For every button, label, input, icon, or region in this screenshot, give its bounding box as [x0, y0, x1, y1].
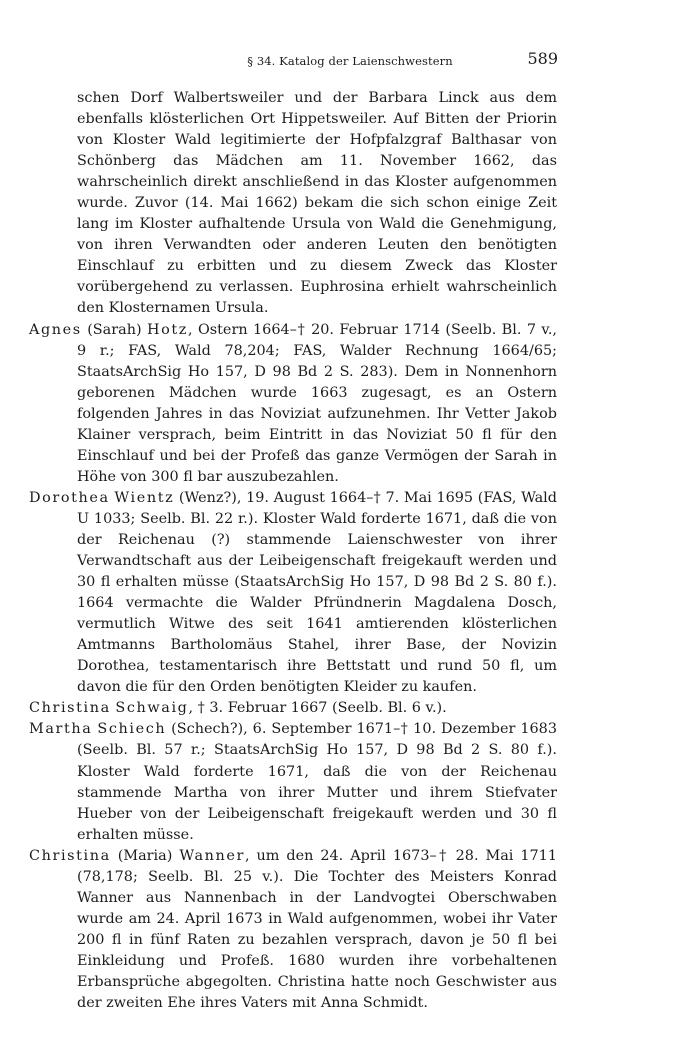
entry-text: (Wenz?), 19. August 1664–† 7. Mai 1695 (FAS, Wald U 1033; Seelb. Bl. 22 r.). Kloster Wald forderte 1671, daß die von der Reichenau (?) stammende Laienschwester von ihrer Verwandtschaft aus der Leibeigenschaft freigekauft werden und 30 fl erhalten müsse (StaatsArchSig Ho 157, D 98 Bd 2 S. 80 f.). 1664 vermachte die Walder Pfründnerin Magdalena Dosch, vermutlich Witwe des seit 1641 amtierenden klösterlichen Amtmanns Bartholomäus Stahel, ihrer Base, der Novizin Dorothea, testamentarisch ihre Bettstatt und rund 50 fl, um davon die für den Orden benötigten Kleider zu kaufen. — [77, 489, 557, 696]
page-body — [29, 88, 557, 1014]
first-name: Agnes — [29, 321, 82, 338]
continuation-paragraph: schen Dorf Walbertsweiler und der Barbara Linck aus dem ebenfalls klösterlichen Ort Hippetsweiler. Auf Bitten der Priorin von Kloster Wald legitimierte der Hofpfalzgraf Balthasar von Schönberg das Mädchen am 11. November 1662, das wahrscheinlich direkt anschließend in das Kloster aufgenommen wurde. Zuvor (14. Mai 1662) bekam die sich schon einige Zeit lang im Kloster aufhaltende Ursula von Wald die Genehmigung, von ihren Verwandten oder anderen Leuten den benötigten Einschlauf zu erbitten und zu diesem Zweck das Kloster vorübergehend zu verlassen. Euphrosina erhielt wahrscheinlich den Klosternamen Ursula. — [77, 90, 557, 317]
first-name: Dorothea — [29, 489, 110, 506]
page-number: 589 — [527, 49, 558, 68]
entry-text: , um den 24. April 1673–† 28. Mai 1711 (78,178; Seelb. Bl. 25 v.). Die Tochter des Meisters Konrad Wanner aus Nannenbach in der Landvogtei Oberschwaben wurde am 24. April 1673 in Wald aufgenommen, wobei ihr Vater 200 fl in fünf Raten zu bezahlen versprach, davon je 50 fl bei Einkleidung und Profeß. 1680 wurden ihre vorbehaltenen Erbansprüche abgegolten. Christina hatte noch Geschwister aus der zweiten Ehe ihres Vaters mit Anna Schmidt. — [77, 847, 557, 1012]
name-note: (Maria) — [110, 847, 180, 864]
surname: Schiech — [97, 721, 167, 738]
catalog-entry — [29, 846, 557, 1014]
entry-text: , † 3. Februar 1667 (Seelb. Bl. 6 v.). — [188, 700, 447, 717]
first-name: Christina — [29, 847, 111, 864]
catalog-entry — [29, 320, 557, 488]
catalog-entry — [29, 719, 557, 845]
catalog-entry — [29, 488, 557, 698]
first-name: Christina — [29, 700, 111, 717]
surname: Hotz — [147, 321, 188, 338]
first-name: Martha — [29, 721, 93, 738]
surname: Schwaig — [115, 700, 189, 717]
running-title: § 34. Katalog der Laienschwestern — [247, 54, 453, 68]
surname: Wientz — [114, 489, 175, 506]
surname: Wanner — [179, 847, 245, 864]
entry-text: , Ostern 1664–† 20. Februar 1714 (Seelb. Bl. 7 v., 9 r.; FAS, Wald 78,204; FAS, Walder Rechnung 1664/65; StaatsArchSig Ho 157, D 98 Bd 2 S. 283). Dem in Nonnenhorn geborenen Mädchen wurde 1663 zugesagt, es an Ostern folgenden Jahres in das Noviziat aufzunehmen. Ihr Vetter Jakob Klainer versprach, beim Eintritt in das Noviziat 50 fl für den Einschlauf und bei der Profeß das ganze Vermögen der Sarah in Höhe von 300 fl bar auszubezahlen. — [77, 321, 557, 485]
entry-text: (Schech?), 6. September 1671–† 10. Dezember 1683 (Seelb. Bl. 57 r.; StaatsArchSig Ho 157, D 98 Bd 2 S. 80 f.). Kloster Wald forderte 1671, daß die von der Reichenau stammende Martha von ihrer Mutter und ihrem Stiefvater Hueber von der Leibeigenschaft freigekauft werden und 30 fl erhalten müsse. — [77, 721, 557, 843]
name-note: (Sarah) — [81, 321, 147, 338]
catalog-entry — [29, 698, 557, 719]
